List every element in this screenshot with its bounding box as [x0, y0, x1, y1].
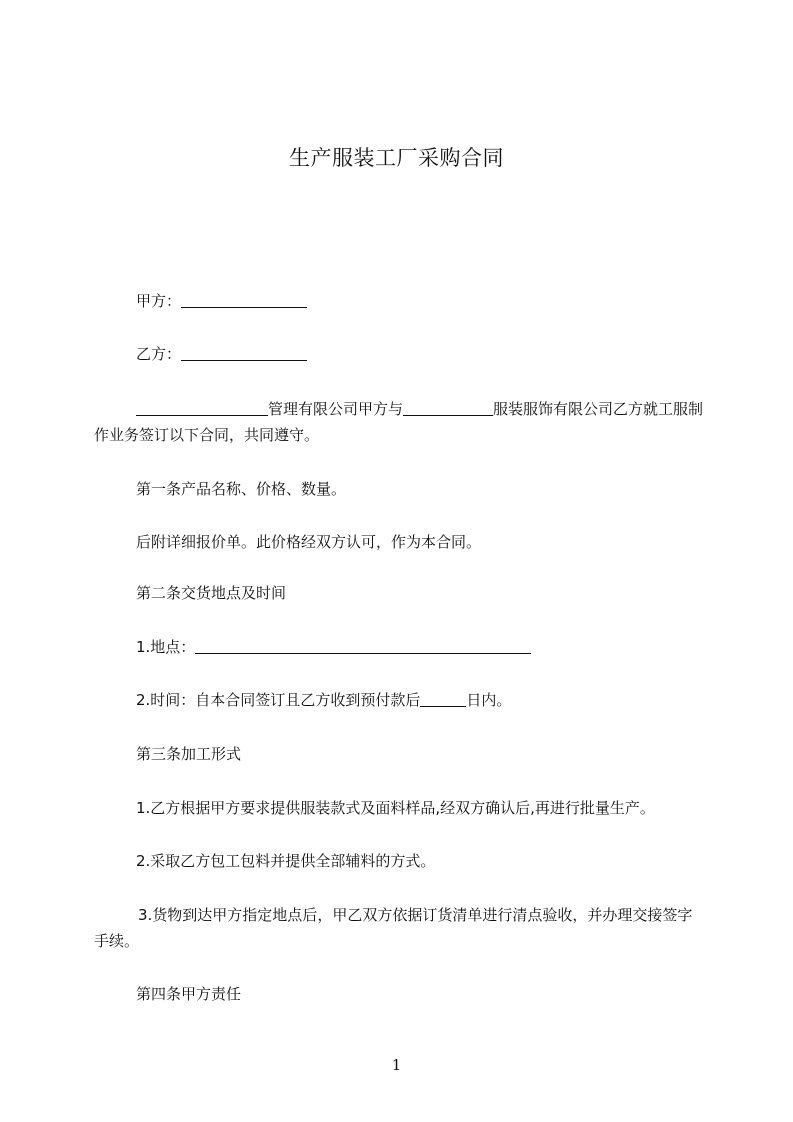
days-blank	[420, 690, 466, 707]
party-b-label: 乙方：	[136, 345, 182, 363]
page-number: 1	[391, 1056, 402, 1074]
article3-item3: 3.货物到达甲方指定地点后，甲乙双方依据订货清单进行清点验收，并办理交接签字手续。	[94, 906, 693, 950]
article1-text: 后附详细报价单。此价格经双方认可，作为本合同。	[136, 533, 482, 551]
intro-part2: 服装服饰有限公司乙方就工服制作业务签订以下合同，共同遵守。	[94, 400, 704, 444]
article1-heading: 第一条产品名称、价格、数量。	[136, 480, 347, 498]
party-b-blank	[181, 344, 307, 361]
party-a-label: 甲方：	[136, 292, 182, 310]
company-b-blank	[403, 399, 493, 416]
article3-item1: 1.乙方根据甲方要求提供服装款式及面料样品,经双方确认后,再进行批量生产。	[136, 799, 655, 817]
location-label: 1.地点：	[136, 638, 196, 656]
article3-heading: 第三条加工形式	[136, 745, 242, 763]
article2-item2	[136, 687, 704, 713]
time-text-part1: 2.时间：自本合同签订且乙方收到预付款后	[136, 691, 421, 709]
party-a-blank	[181, 291, 307, 308]
time-text-part2: 日内。	[466, 691, 512, 709]
article4-heading: 第四条甲方责任	[136, 985, 242, 1003]
article2-heading: 第二条交货地点及时间	[136, 584, 287, 602]
company-a-blank	[136, 399, 268, 416]
party-b-line	[136, 341, 704, 367]
intro-part1: 管理有限公司甲方与	[268, 400, 404, 418]
article2-item1	[136, 634, 704, 660]
article3-item2: 2.采取乙方包工包料并提供全部辅料的方式。	[136, 852, 436, 870]
party-a-line	[136, 288, 704, 314]
location-blank	[195, 637, 531, 654]
document-title: 生产服装工厂采购合同	[289, 146, 504, 170]
intro-paragraph	[94, 396, 706, 448]
